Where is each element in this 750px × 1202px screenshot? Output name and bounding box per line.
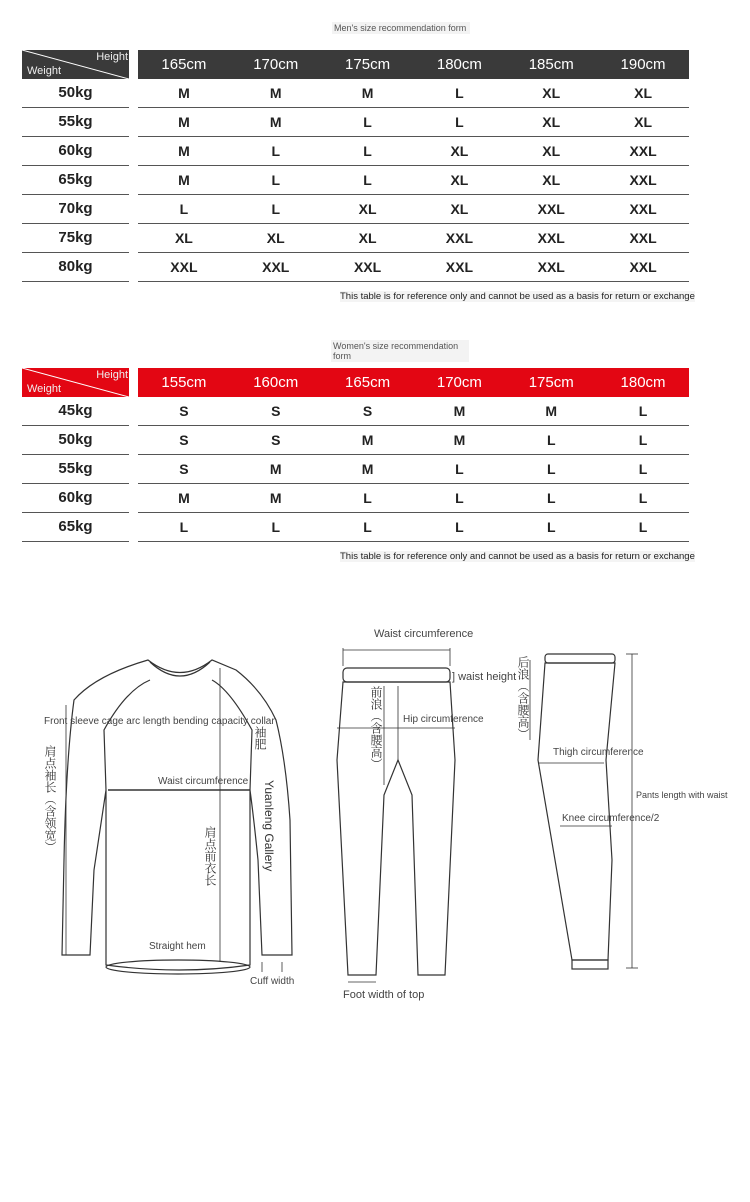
- height-col: 160cm: [253, 374, 299, 391]
- men-corner-height: Height: [96, 51, 128, 63]
- men-height-header: [138, 50, 689, 79]
- size-cell: M: [361, 432, 374, 448]
- size-cell: M: [178, 143, 190, 159]
- size-cell: L: [179, 519, 189, 535]
- size-cell: XL: [542, 85, 561, 101]
- size-cell: L: [638, 403, 648, 419]
- top-waist-label: Waist circumference: [158, 776, 249, 787]
- size-cell: M: [269, 461, 282, 477]
- size-cell: L: [363, 172, 372, 188]
- table-row: [0, 513, 750, 542]
- weight-cell: 50kg: [22, 79, 129, 108]
- size-cell: L: [271, 519, 281, 535]
- size-cell: XL: [358, 230, 377, 246]
- weight-cell: 80kg: [22, 253, 129, 282]
- size-cell: L: [455, 490, 464, 506]
- size-cell: M: [269, 85, 282, 101]
- foot-width-label: Foot width of top: [343, 989, 425, 1001]
- size-cell: M: [269, 114, 282, 130]
- body-length-label: 肩点前衣长: [203, 826, 217, 886]
- women-table-caption: Women's size recommendation form: [331, 340, 469, 362]
- size-cell: XL: [450, 172, 469, 188]
- size-cell: XXL: [629, 230, 657, 246]
- size-cell: L: [638, 519, 648, 535]
- size-cell: M: [178, 490, 190, 506]
- size-cell: XXL: [445, 230, 474, 246]
- size-cell: XXL: [170, 259, 198, 275]
- size-cell: L: [546, 432, 556, 448]
- height-col: 175cm: [528, 374, 574, 391]
- men-disclaimer-note: This table is for reference only and cannot be used as a basis for return or exchange: [340, 291, 695, 302]
- size-cell: L: [455, 461, 464, 477]
- size-cell: M: [545, 403, 558, 419]
- table-row: [0, 484, 750, 513]
- size-cell: L: [363, 114, 372, 130]
- weight-cell: 50kg: [22, 426, 129, 455]
- table-row: [0, 79, 750, 108]
- height-col: 180cm: [436, 56, 482, 73]
- size-cell: XXL: [262, 259, 290, 275]
- size-cell: S: [362, 403, 373, 419]
- weight-cell: 75kg: [22, 224, 129, 253]
- cuff-width-label: Cuff width: [250, 976, 295, 987]
- collar-label: Front sleeve cage arc length bending capacity collar: [44, 716, 275, 727]
- size-cell: L: [638, 432, 648, 448]
- size-cell: XL: [266, 230, 285, 246]
- size-cell: XL: [358, 201, 377, 217]
- sleeve-length-label: 肩点袖长（含领宽）: [43, 745, 57, 853]
- size-cell: M: [269, 490, 282, 506]
- weight-cell: 65kg: [22, 166, 129, 195]
- hip-label: Hip circumference: [403, 714, 484, 725]
- women-corner-weight: Weight: [27, 383, 62, 395]
- height-col: 170cm: [436, 374, 482, 391]
- size-cell: L: [455, 114, 464, 130]
- size-cell: L: [271, 143, 281, 159]
- size-cell: XXL: [537, 259, 565, 275]
- pants-length-label: Pants length with waist: [636, 790, 728, 800]
- size-cell: XL: [174, 230, 193, 246]
- size-cell: S: [271, 403, 281, 419]
- top-garment-outline: [62, 660, 292, 974]
- table-row: [0, 137, 750, 166]
- weight-cell: 60kg: [22, 137, 129, 166]
- height-col: 170cm: [253, 56, 299, 73]
- size-cell: XXL: [537, 230, 565, 246]
- table-row: [0, 426, 750, 455]
- size-cell: L: [638, 490, 648, 506]
- size-cell: M: [361, 85, 374, 101]
- size-cell: S: [179, 432, 189, 448]
- hem-label: Straight hem: [149, 941, 206, 952]
- waist-height-label: ] waist height: [452, 671, 517, 683]
- size-cell: S: [271, 432, 281, 448]
- height-col: 165cm: [345, 374, 391, 391]
- size-cell: M: [361, 461, 374, 477]
- table-row: [0, 253, 750, 282]
- size-cell: L: [546, 490, 556, 506]
- size-cell: XL: [542, 172, 561, 188]
- pants-side-outline: [530, 654, 638, 969]
- size-cell: XL: [542, 143, 561, 159]
- size-cell: L: [638, 461, 648, 477]
- size-cell: M: [178, 114, 190, 130]
- table-row: [0, 195, 750, 224]
- weight-cell: 55kg: [22, 108, 129, 137]
- table-row: [0, 397, 750, 426]
- front-rise-label: 前浪（含腰高）: [369, 686, 383, 770]
- size-cell: M: [178, 172, 190, 188]
- measurement-diagram: [0, 600, 750, 1020]
- gallery-watermark: Yuanleng Gallery: [262, 780, 276, 872]
- size-cell: XXL: [629, 172, 657, 188]
- size-cell: XXL: [353, 259, 382, 275]
- women-corner-height: Height: [96, 369, 128, 381]
- men-corner-cell: [22, 50, 129, 79]
- size-cell: L: [363, 519, 372, 535]
- height-col: 180cm: [620, 374, 666, 391]
- size-cell: XXL: [445, 259, 474, 275]
- size-cell: L: [363, 490, 372, 506]
- thigh-label: Thigh circumference: [553, 747, 644, 758]
- women-disclaimer-note: This table is for reference only and cannot be used as a basis for return or exchange: [340, 551, 695, 562]
- size-cell: M: [453, 403, 466, 419]
- women-corner-cell: [22, 368, 129, 397]
- size-cell: L: [455, 85, 464, 101]
- weight-cell: 70kg: [22, 195, 129, 224]
- table-row: [0, 166, 750, 195]
- size-cell: XL: [450, 201, 469, 217]
- height-col: 185cm: [528, 56, 574, 73]
- pants-front-outline: [337, 648, 455, 982]
- size-cell: L: [271, 201, 281, 217]
- height-col: 190cm: [620, 56, 666, 73]
- size-cell: XXL: [629, 143, 657, 159]
- height-col: 175cm: [345, 56, 391, 73]
- height-col: 155cm: [161, 374, 207, 391]
- size-cell: M: [453, 432, 466, 448]
- size-cell: S: [179, 403, 189, 419]
- back-rise-label: 后浪（含腰高）: [516, 656, 530, 740]
- size-cell: XL: [542, 114, 561, 130]
- size-cell: XL: [634, 114, 652, 130]
- size-cell: M: [178, 85, 190, 101]
- size-cell: L: [271, 172, 281, 188]
- size-cell: L: [546, 461, 556, 477]
- men-table-caption: Men's size recommendation form: [332, 22, 470, 34]
- sleeve-width-label: 袖肥: [253, 726, 267, 750]
- table-row: [0, 455, 750, 484]
- weight-cell: 65kg: [22, 513, 129, 542]
- size-cell: XXL: [629, 201, 657, 217]
- size-cell: XXL: [537, 201, 565, 217]
- size-cell: L: [179, 201, 189, 217]
- table-row: [0, 224, 750, 253]
- size-cell: L: [546, 519, 556, 535]
- size-cell: XXL: [629, 259, 657, 275]
- women-height-header: [138, 368, 689, 397]
- weight-cell: 45kg: [22, 397, 129, 426]
- knee-label: Knee circumference/2: [562, 813, 660, 824]
- size-cell: L: [455, 519, 464, 535]
- table-row: [0, 108, 750, 137]
- weight-cell: 55kg: [22, 455, 129, 484]
- size-cell: L: [363, 143, 372, 159]
- size-cell: XL: [450, 143, 469, 159]
- height-col: 165cm: [161, 56, 207, 73]
- men-corner-weight: Weight: [27, 65, 62, 77]
- size-cell: S: [179, 461, 189, 477]
- pants-waist-label: Waist circumference: [374, 628, 474, 640]
- size-cell: XL: [634, 85, 652, 101]
- weight-cell: 60kg: [22, 484, 129, 513]
